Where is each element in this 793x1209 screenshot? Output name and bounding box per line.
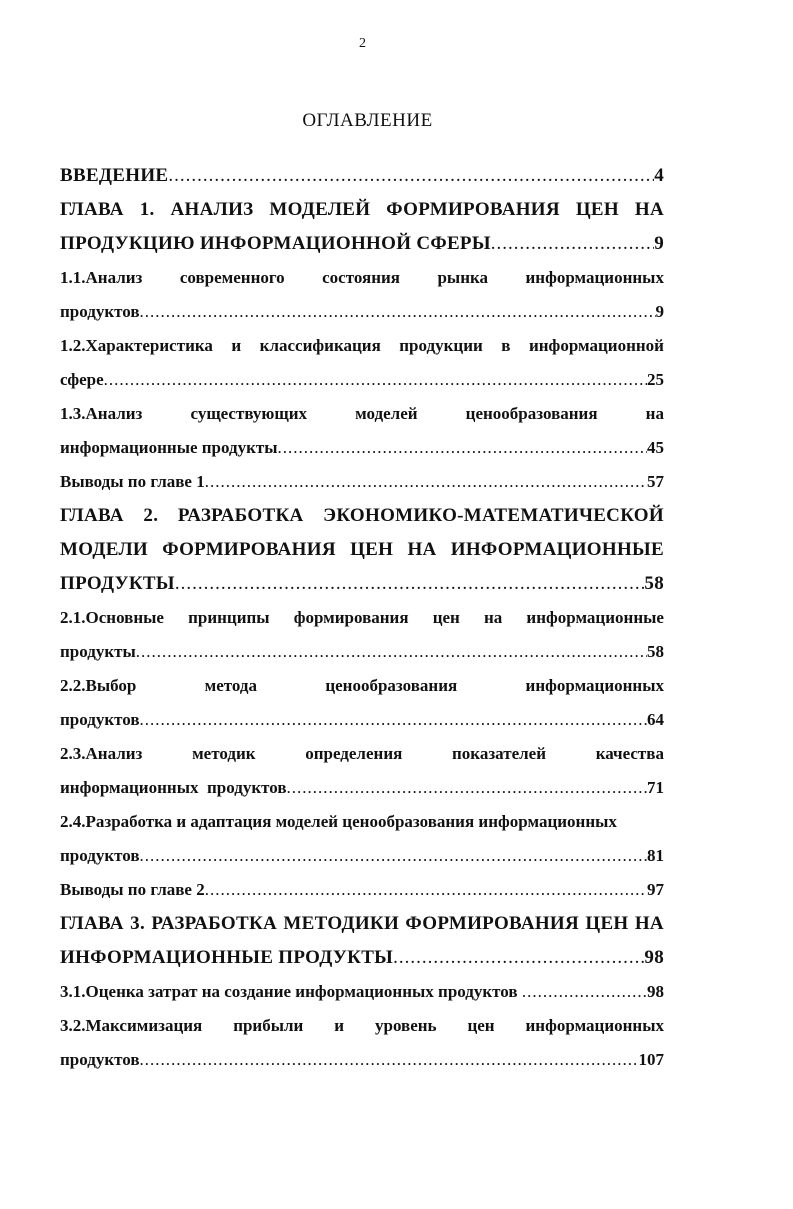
toc-section-2-1-line-1[interactable]	[60, 601, 664, 635]
toc-word: методик	[192, 744, 256, 763]
leader-dots	[287, 771, 647, 805]
toc-word: рынка	[437, 268, 489, 287]
toc-word: 3.	[130, 913, 145, 934]
toc-word: информационных	[525, 1016, 664, 1035]
toc-title: ОГЛАВЛЕНИЕ	[302, 110, 433, 131]
toc-word: информационной	[528, 336, 664, 355]
leader-dots	[393, 941, 644, 975]
toc-page-number: 9	[654, 233, 664, 254]
leader-dots	[140, 295, 656, 329]
leader-dots	[140, 703, 647, 737]
leader-dots	[104, 363, 647, 397]
leader-dots	[140, 1043, 639, 1077]
toc-page-number: 97	[647, 880, 664, 899]
toc-word: 2.1.Основные	[60, 608, 164, 627]
toc-word: МЕТОДИКИ	[283, 913, 400, 934]
toc-section-2-4-line-1[interactable]	[60, 805, 664, 839]
toc-section-2-3-line-1[interactable]	[60, 737, 664, 771]
toc-entry-text: ВВЕДЕНИЕ	[60, 165, 169, 186]
toc-entry-text: Выводы по главе 2	[60, 880, 205, 899]
toc-word: на	[483, 608, 503, 627]
toc-word: принципы	[188, 608, 270, 627]
toc-section-2-2-line-1[interactable]	[60, 669, 664, 703]
toc-word: метода	[204, 676, 258, 695]
toc-chapter-1-line-1[interactable]	[60, 193, 664, 227]
toc-word: МОДЕЛИ	[60, 539, 148, 560]
toc-word: ГЛАВА	[60, 199, 124, 220]
toc-word: ФОРМИРОВАНИЯ	[405, 913, 580, 934]
toc-word: уровень	[374, 1016, 437, 1035]
toc-word: РАЗРАБОТКА	[151, 913, 278, 934]
toc-word: 3.2.Максимизация	[60, 1016, 203, 1035]
toc-word: 1.3.Анализ	[60, 404, 143, 423]
toc-page-number: 4	[654, 165, 664, 186]
toc-word: 1.	[139, 199, 155, 220]
toc-word: ЦЕН	[350, 539, 394, 560]
toc-word: 1.2.Характеристика	[60, 336, 213, 355]
toc-word: НА	[634, 199, 664, 220]
toc-word: РАЗРАБОТКА	[177, 505, 304, 526]
toc-page-number: 25	[647, 370, 664, 389]
toc-section-1-3-line-2[interactable]	[60, 431, 664, 465]
toc-word: в	[501, 336, 511, 355]
leader-dots	[136, 635, 647, 669]
toc-word: цен	[432, 608, 460, 627]
toc-word: и	[231, 336, 242, 355]
toc-word: информационных	[525, 268, 664, 287]
toc-entry-text: 2.4.Разработка и адаптация моделей ценообразования информационных	[60, 812, 617, 831]
table-of-contents	[60, 159, 664, 1077]
toc-page-number: 98	[647, 982, 664, 1001]
toc-word: МОДЕЛЕЙ	[269, 199, 371, 220]
toc-word: информационных	[525, 676, 664, 695]
toc-section-1-1-line-1[interactable]	[60, 261, 664, 295]
toc-word: прибыли	[233, 1016, 304, 1035]
toc-word: ИНФОРМАЦИОННЫЕ	[450, 539, 664, 560]
toc-entry-text: продуктов	[60, 710, 140, 729]
toc-entry-text: сфере	[60, 370, 104, 389]
toc-word: существующих	[190, 404, 308, 423]
toc-chapter-1-line-2[interactable]	[60, 227, 664, 261]
toc-word: ГЛАВА	[60, 505, 124, 526]
toc-word: состояния	[322, 268, 401, 287]
toc-page-number: 81	[647, 846, 664, 865]
toc-word: продукции	[399, 336, 483, 355]
toc-entry-text: продуктов	[60, 302, 140, 321]
toc-word: 2.2.Выбор	[60, 676, 137, 695]
toc-word: формирования	[293, 608, 409, 627]
toc-chapter-2-line-2[interactable]	[60, 533, 664, 567]
leader-dots	[205, 465, 647, 499]
toc-section-1-3-line-1[interactable]	[60, 397, 664, 431]
toc-word: ГЛАВА	[60, 913, 124, 934]
toc-page-number: 107	[638, 1050, 664, 1069]
toc-chapter-3-line-2[interactable]	[60, 941, 664, 975]
leader-dots	[175, 567, 645, 601]
toc-word: ЦЕН	[575, 199, 619, 220]
toc-word: 1.1.Анализ	[60, 268, 143, 287]
toc-word: показателей	[452, 744, 546, 763]
toc-page-number: 45	[647, 438, 664, 457]
toc-entry-text: ПРОДУКЦИЮ ИНФОРМАЦИОННОЙ СФЕРЫ	[60, 233, 491, 254]
toc-page-number: 9	[655, 302, 664, 321]
toc-word: АНАЛИЗ	[170, 199, 254, 220]
toc-entry-text: продукты	[60, 642, 136, 661]
toc-entry-text: Выводы по главе 1	[60, 472, 205, 491]
toc-word: цен	[467, 1016, 495, 1035]
toc-word: качества	[595, 744, 664, 763]
toc-page-number: 58	[647, 642, 664, 661]
toc-section-2-4-line-2[interactable]	[60, 839, 664, 873]
toc-entry-text: продуктов	[60, 1050, 140, 1069]
leader-dots	[140, 839, 647, 873]
toc-chapter-2-line-3[interactable]	[60, 567, 664, 601]
page-number: 2	[359, 36, 366, 51]
toc-word: и	[334, 1016, 345, 1035]
toc-page-number: 98	[644, 947, 664, 968]
toc-word: ценообразования	[465, 404, 598, 423]
leader-dots	[278, 431, 647, 465]
toc-entry-text: ИНФОРМАЦИОННЫЕ ПРОДУКТЫ	[60, 947, 394, 968]
toc-word: определения	[305, 744, 403, 763]
toc-section-2-1-line-2[interactable]	[60, 635, 664, 669]
toc-section-1-2-line-1[interactable]	[60, 329, 664, 363]
toc-entry-text: информационных продуктов	[60, 778, 287, 797]
toc-word: 2.3.Анализ	[60, 744, 143, 763]
toc-word: ценообразования	[325, 676, 458, 695]
toc-word: ЦЕН	[585, 913, 629, 934]
toc-section-1-2-line-2[interactable]	[60, 363, 664, 397]
leader-dots	[522, 975, 647, 1009]
toc-word: моделей	[355, 404, 418, 423]
toc-word: НА	[634, 913, 664, 934]
toc-word: информационные	[526, 608, 664, 627]
toc-entry-text: ПРОДУКТЫ	[60, 573, 175, 594]
toc-entry-text: продуктов	[60, 846, 140, 865]
toc-word: НА	[407, 539, 437, 560]
leader-dots	[491, 227, 654, 261]
toc-entry-text: информационные продукты	[60, 438, 278, 457]
toc-word: ФОРМИРОВАНИЯ	[386, 199, 560, 220]
leader-dots	[168, 159, 654, 193]
toc-chapter-2-line-1[interactable]	[60, 499, 664, 533]
toc-word: на	[645, 404, 664, 423]
toc-conclusions-chapter-2[interactable]	[60, 873, 664, 907]
toc-entry-text: 3.1.Оценка затрат на создание информационных продуктов	[60, 982, 522, 1001]
toc-section-3-1[interactable]	[60, 975, 664, 1009]
toc-page-number: 58	[644, 573, 664, 594]
toc-section-3-2-line-1[interactable]	[60, 1009, 664, 1043]
toc-section-1-1-line-2[interactable]	[60, 295, 664, 329]
toc-word: классификация	[259, 336, 381, 355]
toc-entry-introduction[interactable]	[60, 159, 664, 193]
toc-chapter-3-line-1[interactable]	[60, 907, 664, 941]
toc-page-number: 71	[647, 778, 664, 797]
toc-word: ЭКОНОМИКО-МАТЕМАТИЧЕСКОЙ	[323, 505, 664, 526]
toc-section-2-2-line-2[interactable]	[60, 703, 664, 737]
toc-page-number: 64	[647, 710, 664, 729]
toc-section-3-2-line-2[interactable]	[60, 1043, 664, 1077]
toc-section-2-3-line-2[interactable]	[60, 771, 664, 805]
toc-page-number: 57	[647, 472, 664, 491]
leader-dots	[205, 873, 647, 907]
toc-word: 2.	[143, 505, 159, 526]
toc-word: ФОРМИРОВАНИЯ	[162, 539, 336, 560]
toc-word: современного	[179, 268, 285, 287]
toc-conclusions-chapter-1[interactable]	[60, 465, 664, 499]
